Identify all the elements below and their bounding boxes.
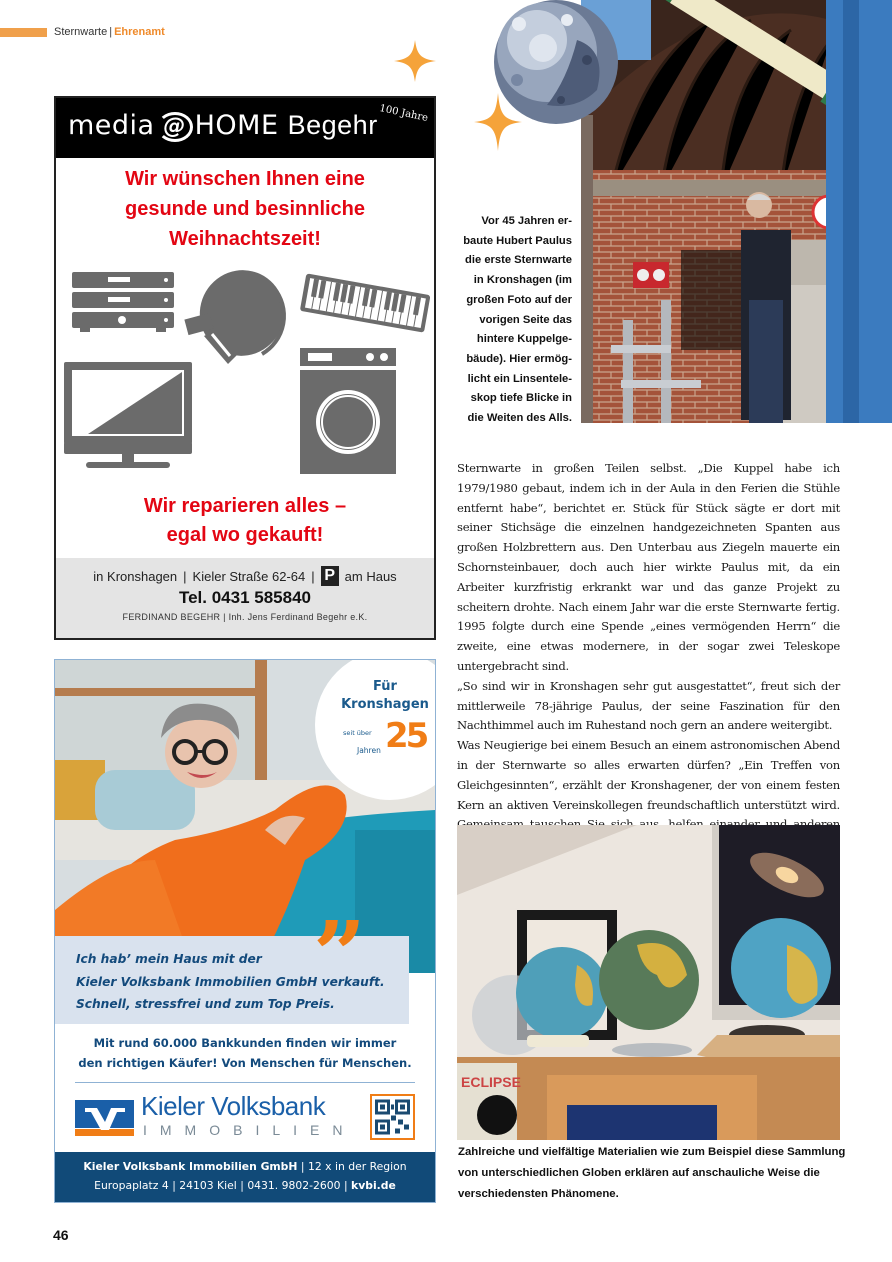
headline-line: Weihnachtszeit! — [169, 228, 321, 250]
badge-years-label: Jahren — [357, 746, 381, 755]
volksbank-footer — [55, 1152, 435, 1202]
headline-line: gesunde und besinnliche — [124, 198, 366, 220]
footer-website-link[interactable]: kvbi.de — [351, 1179, 396, 1192]
volksbank-claim — [55, 1033, 435, 1073]
photo-caption-globes: Zahlreiche und vielfältige Materialien wie zum Beispiel diese Sammlung von unterschiedlichen Globen erklären auf anschauliche Weise die verschiedensten Phänomene. — [458, 1146, 846, 1200]
advertisement-kieler-volksbank — [54, 659, 436, 1203]
caption-line: die erste Sternwarte — [465, 254, 572, 267]
footer-line-1 — [55, 1157, 435, 1176]
star-icon — [394, 40, 436, 82]
footer-company: Kieler Volksbank Immobilien GmbH — [83, 1160, 298, 1173]
logo-text-home: HOME — [194, 110, 279, 141]
begehr-phone[interactable]: Tel. 0431 585840 — [178, 588, 311, 607]
quote-line: Kieler Volksbank Immobilien GmbH verkauft. — [76, 974, 385, 989]
photo-globe-collection — [457, 825, 840, 1140]
volksbank-logo-icon — [75, 1100, 134, 1136]
article-paragraph: Was Neugierige bei einem Besuch an einem astronomischen Abend in der Sternwarte so alles erwarten dürfen? „Ein Treffen von Gleichgesinnten“, erzählt der Kronshagener, der von einem festen Kern an aktiven Vereinskollegen freundschaftlich unterstützt wird. — [457, 738, 840, 812]
footer-city: 24103 Kiel — [179, 1179, 237, 1192]
running-header — [54, 26, 165, 38]
caption-line: baute Hubert Paulus — [463, 234, 572, 247]
badge-number: 25 — [385, 716, 427, 756]
footer-separator: | — [300, 1160, 305, 1173]
testimonial-quote — [76, 948, 385, 1016]
caption-line: Vor 45 Jahren er- — [481, 215, 572, 227]
photo-caption-observatory — [446, 212, 572, 429]
volksbank-brand-name: Kieler Volksbank — [141, 1091, 326, 1121]
footer-phone[interactable]: 0431. 9802-2600 — [247, 1179, 341, 1192]
caption-line: vorigen Seite das — [479, 313, 572, 326]
caption-line: bäude). Hier ermög- — [466, 352, 572, 365]
logo-text-media: media — [68, 110, 155, 141]
article-paragraph: „So sind wir in Kronshagen sehr gut ausgestattet“, freut sich der mittlerweile 78-jährige Paulus, der seine Faszination für den Nachthimmel auch im Ruhestand noch gern an andere weitergibt. — [457, 678, 840, 733]
begehr-logo — [68, 110, 378, 142]
badge-line: Kronshagen — [341, 697, 429, 712]
observatory-photo-illustration — [581, 0, 892, 423]
footer-address: Europaplatz 4 — [94, 1179, 169, 1192]
address-location: in Kronshagen — [93, 568, 178, 584]
divider — [75, 1082, 415, 1083]
satellite-dish-icon — [182, 268, 292, 364]
claim-line: Mit rund 60.000 Bankkunden finden wir immer — [93, 1036, 397, 1050]
caption-line: großen Foto auf der — [466, 293, 572, 306]
logo-text-begehr: Begehr — [287, 110, 378, 140]
receiver-stack-icon — [72, 272, 174, 332]
begehr-slogan — [56, 492, 434, 550]
begehr-address: in Kronshagen | Kieler Straße 62-64 | P am Haus — [93, 567, 397, 584]
volksbank-brand-sub: IMMOBILIEN — [143, 1122, 356, 1138]
badge-line: Für — [373, 679, 397, 694]
globes-photo-illustration — [457, 825, 840, 1140]
footer-region: 12 x in der Region — [307, 1160, 407, 1173]
television-icon — [64, 362, 192, 470]
product-icons — [56, 254, 434, 494]
caption-line: in Kronshagen (im — [473, 274, 572, 287]
header-accent-bar — [0, 28, 47, 37]
begehr-contact-box — [56, 558, 434, 638]
article-paragraph: Sternwarte in großen Teilen selbst. „Die Kuppel habe ich 1979/1980 gebaut, indem ich in der Aula in den Ferien die Stühle entfernt habe“, berichtet er. Stück für Stück sägte er dort mit seiner Stichsäge die einzelnen handgezeichneten Spanten aus großen Holzbrettern aus. Den Unterbau aus Ziegeln mauerte ein Schornsteinbauer, doch auch hier wirkte Paulus mit, da ein Arbeiter kurzfristig erkrankt war und das ganze Projekt zu scheitern drohte. Nach einem Jahr war die erste Sternwarte fertig. 1995 folgte durch eine Spende „eines vermögenden Herrn“ die zweite, eine etwas modernere, in der sogar zwei Teleskope untergebracht sind. — [457, 461, 840, 673]
caption-line: licht ein Linsentele- — [467, 372, 572, 385]
photo-woman-sofa — [55, 660, 435, 973]
address-street: Kieler Straße 62-64 — [192, 568, 306, 584]
footer-line-2 — [55, 1176, 435, 1195]
page-number: 46 — [53, 1227, 69, 1243]
claim-line: den richtigen Käufer! Von Menschen für Menschen. — [78, 1056, 412, 1070]
begehr-headline — [56, 164, 434, 254]
anniversary-label: 100 Jahre — [378, 102, 429, 125]
photo-observatory-telescope — [581, 0, 892, 423]
header-section: Sternwarte — [54, 26, 108, 38]
footer-separator: | — [343, 1179, 348, 1192]
begehr-owner: FERDINAND BEGEHR | Inh. Jens Ferdinand Begehr e.K. — [122, 612, 368, 622]
qr-code-icon[interactable] — [370, 1094, 415, 1140]
header-separator: | — [109, 26, 113, 38]
headline-line: Wir wünschen Ihnen eine — [125, 168, 365, 190]
quote-line: Schnell, stressfrei und zum Top Preis. — [76, 997, 335, 1011]
quote-line: Ich hab’ mein Haus mit der — [76, 952, 262, 966]
begehr-logo-bar — [56, 98, 434, 158]
quote-mark-icon: ” — [313, 901, 366, 1009]
badge-title — [339, 678, 431, 714]
moon-illustration — [487, 0, 625, 125]
caption-line: hintere Kuppelge- — [476, 333, 572, 346]
slogan-line: egal wo gekauft! — [166, 524, 324, 546]
header-subsection: Ehrenamt — [114, 26, 165, 38]
advertisement-begehr — [54, 96, 436, 640]
caption-line: skop tiefe Blicke in — [470, 392, 572, 405]
logo-at-symbol: @ — [157, 112, 193, 142]
washing-machine-icon — [300, 348, 396, 474]
keyboard-piano-icon — [300, 272, 430, 336]
svg-text:ECLIPSE: ECLIPSE — [461, 1074, 521, 1090]
slogan-line: Wir reparieren alles – — [143, 495, 347, 517]
caption-line: die Weiten des Alls. — [467, 412, 572, 425]
footer-separator: | — [240, 1179, 244, 1192]
parking-icon: P — [321, 566, 339, 586]
badge-since: seit über — [343, 729, 372, 737]
footer-separator: | — [172, 1179, 176, 1192]
parking-text: am Haus — [344, 568, 397, 584]
article-body — [457, 459, 840, 855]
